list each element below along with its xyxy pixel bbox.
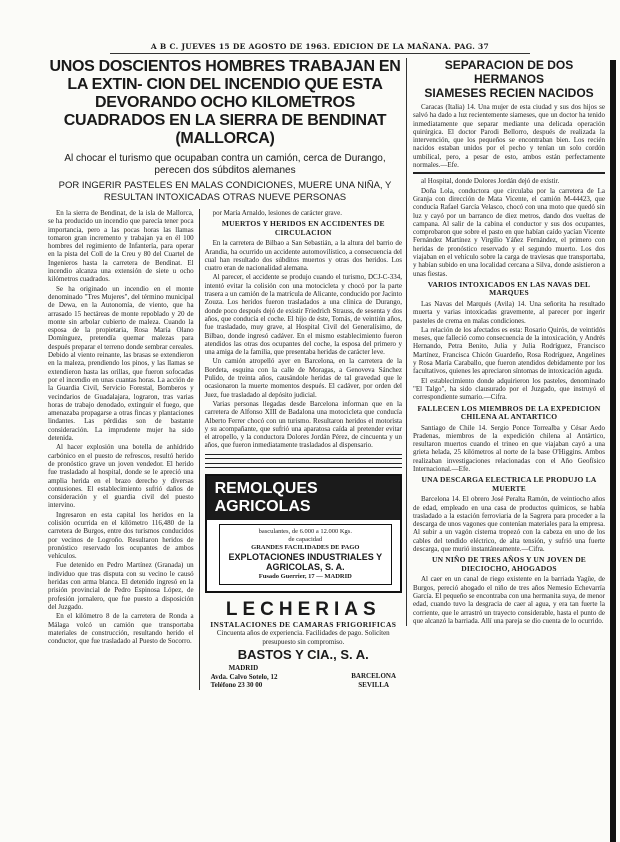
ad-phone: Teléfono 23 30 00 bbox=[210, 681, 263, 690]
paragraph: por María Arnaldo, lesiones de carácter grave. bbox=[212, 209, 343, 217]
siameses-text bbox=[413, 103, 605, 169]
ad-address: Avda. Calvo Sotelo, 12 bbox=[210, 672, 278, 681]
section-heading: FALLECEN LOS MIEMBROS DE LA EXPEDICION CHILENA AL ANTARTICO bbox=[417, 403, 601, 421]
divider bbox=[413, 172, 605, 174]
headline-line: KILOMETROS CUADRADOS EN LA SIERRA DE BENDINAT bbox=[63, 94, 387, 129]
ad-address: Fusado Guerrier, 17 — MADRID bbox=[258, 572, 352, 580]
main-headline bbox=[48, 58, 402, 148]
headline-line: (MALLORCA) bbox=[175, 130, 275, 147]
headline-line: CION DEL INCENDIO QUE ESTA DEVORANDO OCHO bbox=[94, 76, 383, 111]
headline-line: SEPARACION DE DOS HERMANOS bbox=[444, 58, 574, 86]
ad-city: SEVILLA bbox=[358, 680, 389, 689]
ad-city: BARCELONA bbox=[351, 672, 396, 681]
paragraph: En la carretera de Bilbao a San Sebastián, a la altura del barrio de Arandia, ha ocurrido un accidente automovilístico, a consecuencia del cual han resultado dos súbditos muertos y otras dos heridos. Los cuatro eran de nacionalidad alemana. bbox=[204, 239, 402, 273]
ad-company: BASTOS Y CIA., S. A. bbox=[237, 647, 369, 663]
ad-city: MADRID bbox=[228, 664, 259, 673]
right-headline bbox=[413, 58, 605, 100]
paragraph: Se ha originado un incendio en el monte denominado "Tres Mujeres", del término municipal de Dewa, en la Autonomía, de viento, que ha arrasado 15 hectáreas de monte repoblado y 20 de monte sin arbolar cubierto de maleza. Cuando la esposa de la propietaria, Rosa María Olano Domínguez, pretendía quemar malezas para después preparar el terreno donde sembrar cereales. Debido al viento reinante, las brasas se extendieron en la maleza, prendiendo los pinos, y las llamas se extendieron hasta las orillas, que fueron sofocadas por el incendio en unas cuantas horas. La acción de la Guardia Civil, Servicio Forestal, Bomberos y vecindarios de Guadalajara, lograron, tras varias horas de trabajo denodado, extinguir el fuego, que amenazaba propagarse a otras fincas y plantaciones lindantes. Las pérdidas son de bastante consideración. La imprudente mujer ha sido detenida. bbox=[48, 284, 194, 443]
ad-text: de capacidad bbox=[288, 535, 323, 543]
left-column-text bbox=[48, 209, 199, 690]
scan-edge bbox=[610, 60, 616, 842]
headline-line: UNOS DOSCIENTOS HOMBRES TRABAJAN EN LA EXTIN- bbox=[49, 58, 401, 93]
paragraph: Al parecer, el accidente se produjo cuando el turismo, DCJ-C-334, intentó evitar la colisión con una motocicleta y chocó por la parte trasera a un camión de la matrícula de Alicante, conducido por Jacinto Zouza. Los heridos fueron trasladados a una clínica de Durango, donde poco después dejó de existir Friedrich Strauss, de sesenta y dos años, que conducía el coche. El hijo de éste, Tomás, de veintiún años, fue trasladado, muy grave, al Hospital Civil del Generalísimo, de Bilbao, donde ingresó cadáver. En el mismo establecimiento fueron atendidos las otras dos ocupantes del coche, la esposa del primero y una amiga de la familia, que presentaba heridas de carácter leve. bbox=[204, 273, 402, 357]
paragraph: Santiago de Chile 14. Sergio Ponce Torrealba y César Aedo Pradenas, miembros de la expedición chilena al Antártico, resultaron muertos cuando el trineo en que viajaban cayó a una grieta helada, 25 kilómetros al norte de la base O'Higgins. Ambos realizaban investigaciones relacionadas con el Año Geofísico Internacional.—Efe. bbox=[413, 423, 605, 473]
paragraph: Un camión atropelló ayer en Barcelona, en la carretera de la Bordeta, esquina con la calle de Moragas, a Genoveva Sánchez Pulido, de treinta años, causándole heridas de tal gravedad que le ocasionaron la muerte momentos después. El cadáver, por orden del Juez, fue trasladado al depósito judicial. bbox=[204, 357, 402, 399]
headline-line: SIAMESES RECIEN NACIDOS bbox=[424, 86, 594, 100]
paragraph: Varias personas llegadas desde Barcelona informan que en la carretera de Alfonso XIII de Badalona una motocicleta que conducía Alberto Ferrer chocó con un turismo. Resultaron heridos el motorista y su acompañante, que sufrió una aparatosa caída al pretender evitar el atropello, y la conductora Dolores Jordán Pérez, de cincuenta y un años, que fueron inmediatamente trasladados al dispensario. bbox=[204, 399, 402, 450]
ad-remolques-agricolas bbox=[205, 474, 402, 593]
ad-title: REMOLQUES bbox=[214, 479, 318, 497]
paragraph: La relación de los afectados es esta: Rosario Quirós, de veintidós meses, que falleció como consecuencia de la intoxicación, y Andrés Hernando, Petra Benito, Julia y Julia Rodríguez, Francisco Martínez, Francisca Chicón Guardeño, Rosa Rodríguez, Angelines y Rosa María Caraballo, que fueron atendidos debidamente por los facultativos, quienes les apreciaron síntomas de intoxicación aguda. bbox=[413, 325, 605, 376]
deck-pasteles: POR INGERIR PASTELES EN MALAS CONDICIONES, MUERE UNA NIÑA, Y RESULTAN INTOXICADAS OTRAS NUEVE PERSONAS bbox=[58, 180, 392, 203]
paragraph: Las Navas del Marqués (Avila) 14. Una señorita ha resultado muerta y varias intoxicadas gravemente, al parecer por ingerir pasteles de crema en malas condiciones. bbox=[413, 299, 605, 325]
ad-subtitle: INSTALACIONES DE CAMARAS FRIGORIFICAS bbox=[210, 619, 397, 629]
paragraph: En el kilómetro 8 de la carretera de Ronda a Málaga volcó un camión que transportaba materiales de construcción, resultando herido el conductor, que fue trasladado al Puesto de Socorro. bbox=[48, 612, 194, 646]
section-heading: UN NIÑO DE TRES AÑOS Y UN JOVEN DE DIECIOCHO, AHOGADOS bbox=[431, 555, 587, 573]
paragraph: Fue detenido en Pedro Martínez (Granada) un individuo que tras disputa con su vecino le causó heridas con arma blanca. El detenido ingresó en la prisión provincial de Pedro Espinosa López, de profesión jornalero, que fue puesto a disposición del Juzgado. bbox=[48, 561, 194, 611]
ad-text: GRANDES FACILIDADES DE PAGO bbox=[251, 543, 360, 551]
story-columns bbox=[48, 209, 402, 690]
paragraph: Doña Lola, conductora que circulaba por la carretera de La Granja con dirección de Mata Vicente, el camión M-44423, que conducía Rafael García Velasco, chocó con una moto que quedó sin luz y cayó por un barranco de diez metros, dando dos vueltas de campana. Al salir de la cabina el conductor y sus dos ocupantes, comprobaron que sobre el pasto en que habían caído yacían Vicente Fernández Martínez y Virgilio Yáñez Fernández, el primero con heridas de pronóstico reservado y el segundo muerto. Los dos viajaban en el vehículo sobre la carga de traviesas que transportaba, y habían subido en una localidad cercana a Silva, donde asistieron a unas fiestas. bbox=[413, 186, 605, 278]
paragraph: Barcelona 14. El obrero José Peralta Ramón, de veintiocho años de edad, empleado en una casa de productos químicos, se había trasladado a la estación ferroviaria de la Sagrera para proceder a la descarga de unos vagones que contenían materiales para la empresa. Al subir a un vagón cisterna tropezó con la cabeza en uno de los cables del tendido eléctrico, de alta tensión, y sufrió una fuerte descarga, que murió instantáneamente.—Cifra. bbox=[413, 495, 605, 554]
section-heading: VARIOS INTOXICADOS EN LAS NAVAS DEL MARQUES bbox=[427, 279, 591, 298]
paragraph: Caracas (Italia) 14. Una mujer de esta ciudad y sus dos hijos se salvó ha dado a luz recientemente siameses, que un doctor ha tenido inmediatamente que separar mediante una delicada operación quirúrgica. El doctor Parodi Bellorro, después de realizada la intervención, que los pequeños se encontraban bien. Los recién nacidos estaban unidos por el pecho y tenían un solo cordón umbilical, pero, a pesar de esto, ambos están perfectamente normales.—Efe. bbox=[413, 103, 605, 170]
ad-company: EXPLOTACIONES INDUSTRIALES Y AGRICOLAS, S. A. bbox=[228, 551, 383, 573]
paragraph: Ingresaron en esta capital los heridos en la colisión ocurrida en el kilómetro 116,480 de la carretera de Burgos, entre dos turismos conducidos por vecinos de Logroño. Resultaron heridos de pronóstico reservado los ocupantes de ambos vehículos. bbox=[48, 510, 194, 561]
section-heading: UNA DESCARGA ELECTRICA LE PRODUJO LA MUERTE bbox=[421, 475, 597, 493]
divider bbox=[205, 454, 402, 459]
paragraph: El establecimiento donde adquirieron los pasteles, denominado "El Talgo", ha sido clausurado por el Juzgado, que instruyó el correspondiente sumario.—Cifra. bbox=[413, 376, 605, 402]
right-column-text bbox=[413, 177, 605, 625]
ad-text: basculantes, de 6.000 a 12.000 Kgs. bbox=[258, 527, 352, 535]
right-column bbox=[406, 58, 605, 626]
middle-column bbox=[199, 209, 402, 690]
ad-title: LECHERIAS bbox=[225, 598, 381, 620]
paragraph: En la sierra de Bendinat, de la isla de Mallorca, se ha producido un incendio que parecía tener poca importancia, pero a las pocas horas las llamas tomaron gran incremento y trabajan ya en él 100 hombres del regimiento de Infantería, para operar en la pista del Coll de la Creu y 80 del Cuartel de Ingenieros hasta la carretera de Bendinat. El incendio alcanza una extensión de siete u ocho kilómetros cuadrados. bbox=[48, 209, 194, 284]
section-heading: MUERTOS Y HERIDOS EN ACCIDENTES DE CIRCULACION bbox=[221, 219, 385, 237]
ad-lecherias bbox=[205, 599, 402, 690]
page-header: A B C. JUEVES 15 DE AGOSTO DE 1963. EDICION DE LA MAÑANA. PAG. 37 bbox=[110, 42, 530, 54]
paragraph: al Hospital, donde Dolores Jordán dejó de existir. bbox=[421, 177, 560, 186]
paragraph: Al caer en un canal de riego existente en la barriada Yagüe, de Burgos, pereció ahogado el niño de tres años Nemesio Echevarría García. El pequeño se encontraba con una hermanita suya, de menor edad, cuando tuvo la desgracia de caer al agua, y era tan fuerte la corriente, que le arrastró un trayecto considerable, hasta el punto de que alcanzó la barriada. Allí una pareja se dio cuenta de lo ocurrido. bbox=[413, 575, 605, 625]
ad-title: AGRICOLAS bbox=[214, 497, 311, 515]
ad-text: Cincuenta años de experiencia. Facilidades de pago. Solicíten presupuesto sin compromiso. bbox=[216, 629, 390, 646]
main-story bbox=[48, 58, 402, 690]
deck-durango: Al chocar el turismo que ocupaban contra un camión, cerca de Durango, perecen dos súbditos alemanes bbox=[64, 153, 386, 176]
paragraph: Al hacer explosión una botella de anhídrido carbónico en el puesto de refrescos, resultó herido de pronóstico grave un joven vendedor. El herido fue trasladado al hospital, donde se le apreció una amplia herida en el brazo derecho y diversas contusiones. El establecimiento sufrió daños de consideración y el guardia civil del puesto intervino. bbox=[48, 443, 194, 510]
divider bbox=[205, 463, 402, 468]
middle-column-text bbox=[205, 209, 402, 450]
